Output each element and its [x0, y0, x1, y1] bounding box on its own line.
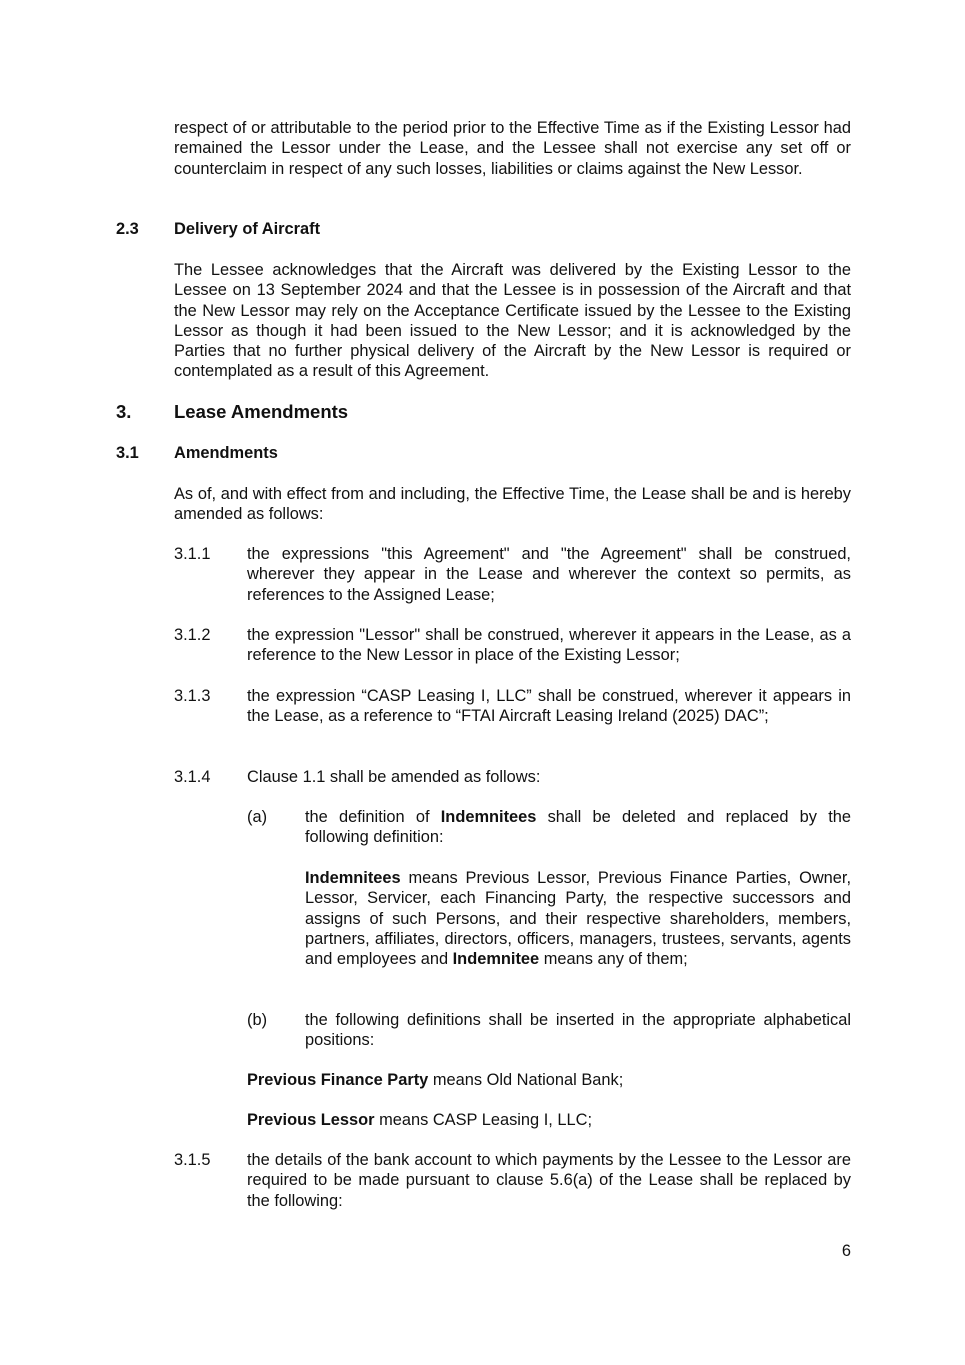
section-3-number: 3. — [116, 401, 132, 422]
definition-previous-finance-party: Previous Finance Party means Old National Bank; — [247, 1071, 624, 1089]
item-3-1-4-number: 3.1.4 — [174, 768, 211, 786]
item-3-1-2-number: 3.1.2 — [174, 626, 211, 644]
item-3-1-1-text: the expressions "this Agreement" and "the Agreement" shall be construed, wherever they appear in the Lease and wherever the context so permits, as references to the Assigned Lease; — [247, 545, 851, 604]
term-indemnitee: Indemnitee — [452, 950, 540, 969]
sub-item-a-text: the definition of Indemnitees shall be deleted and replaced by the following definition: — [305, 808, 851, 847]
intro-paragraph: respect of or attributable to the period prior to the Effective Time as if the Existing Lessor had remained the Lessor under the Lease, and the Lessee shall not exercise any set off or counterclaim in respect of any such losses, liabilities or claims against the New Lessor. — [174, 119, 851, 178]
item-3-1-5-number: 3.1.5 — [174, 1151, 211, 1169]
section-2-3-heading: Delivery of Aircraft — [174, 220, 321, 238]
section-2-3-text: The Lessee acknowledges that the Aircraft was delivered by the Existing Lessor to the Lessee on 13 September 2024 and that the Lessee is in possession of the Aircraft and that the New Lessor may rely on the Acceptance Certificate issued by the Lessee to the Existing Lessor as though it had been issued to the New Lessor; and it is acknowledged by the Parties that no further physical delivery of the Aircraft by the New Lessor is required or contemplated as a result of this Agreement. — [174, 261, 851, 381]
item-3-1-2-text: the expression "Lessor" shall be construed, wherever it appears in the Lease, as a reference to the New Lessor in place of the Existing Lessor; — [247, 626, 851, 665]
section-2-3-number: 2.3 — [116, 220, 139, 238]
item-3-1-4-text: Clause 1.1 shall be amended as follows: — [247, 768, 541, 786]
section-3-heading: Lease Amendments — [174, 401, 349, 422]
item-3-1-5-text: the details of the bank account to which payments by the Lessee to the Lessor are required to be made pursuant to clause 5.6(a) of the Lease shall be replaced by the following: — [247, 1151, 851, 1210]
sub-item-b-text: the following definitions shall be inserted in the appropriate alphabetical positions: — [305, 1011, 851, 1050]
sub-item-a-label: (a) — [247, 808, 268, 826]
definition-indemnitees: Indemnitees means Previous Lessor, Previous Finance Parties, Owner, Lessor, Servicer, each Financing Party, the respective successors and assigns of such Persons, and their respective shareholders, members, partners, affiliates, directors, officers, managers, trustees, servants, agents and employees and Indemnitee means any of them; — [305, 869, 851, 969]
section-3-1-text: As of, and with effect from and including, the Effective Time, the Lease shall be and is hereby amended as follows: — [174, 485, 851, 524]
section-3-1-number: 3.1 — [116, 444, 139, 462]
item-3-1-3-text: the expression “CASP Leasing I, LLC” shall be construed, wherever it appears in the Lease, as a reference to “FTAI Aircraft Leasing Ireland (2025) DAC”; — [247, 687, 851, 726]
section-3-1-heading: Amendments — [174, 444, 278, 462]
definition-previous-lessor: Previous Lessor means CASP Leasing I, LLC; — [247, 1111, 592, 1129]
term-indemnitees-def: Indemnitees — [305, 869, 401, 887]
item-3-1-3-number: 3.1.3 — [174, 687, 211, 705]
sub-item-b-label: (b) — [247, 1011, 268, 1029]
page-number: 6 — [841, 1242, 851, 1260]
item-3-1-1-number: 3.1.1 — [174, 545, 211, 563]
term-indemnitees: Indemnitees — [440, 808, 537, 826]
